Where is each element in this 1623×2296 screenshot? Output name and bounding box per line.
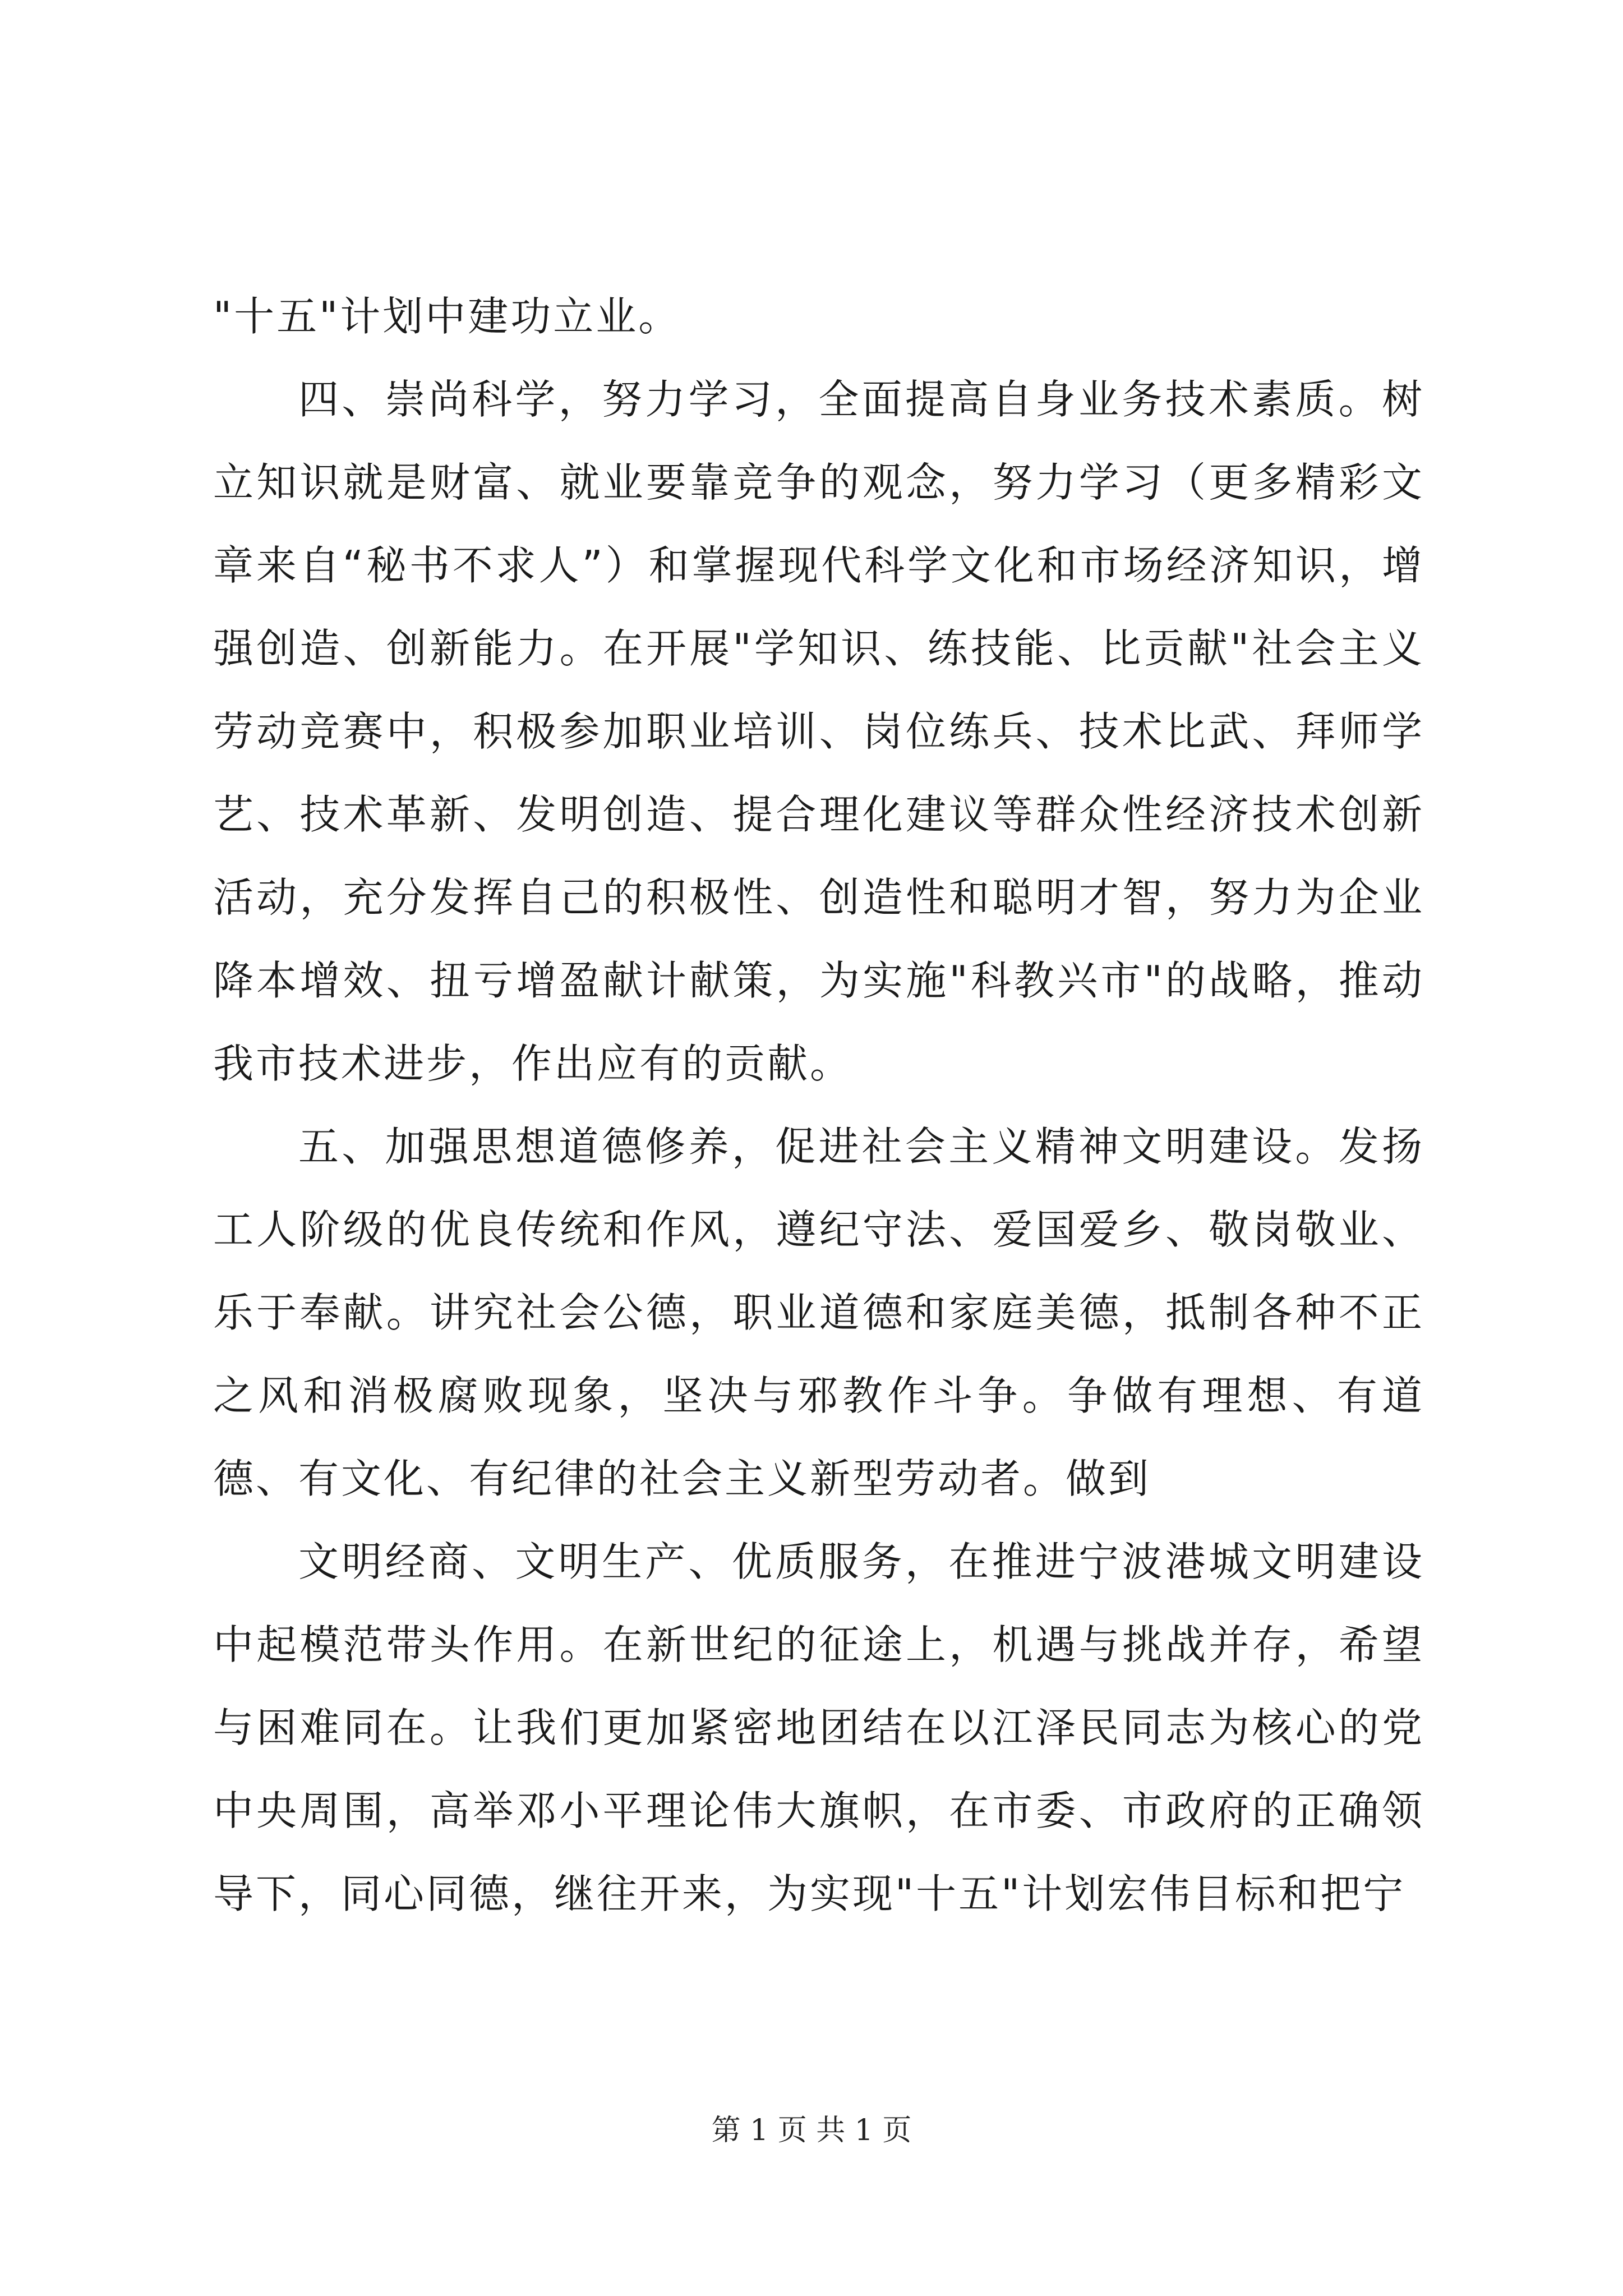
document-body bbox=[213, 275, 1424, 1935]
page-footer: 第 1 页 共 1 页 bbox=[711, 2114, 912, 2147]
paragraph-section-four: 四、崇尚科学，努力学习，全面提高自身业务技术素质。树立知识就是财富、就业要靠竞争的观念，努力学习（更多精彩文章来自“秘书不求人”）和掌握现代科学文化和市场经济知识，增强创造、创新能力。在开展"学知识、练技能、比贡献"社会主义劳动竞赛中，积极参加职业培训、岗位练兵、技术比武、拜师学艺、技术革新、发明创造、提合理化建议等群众性经济技术创新活动，充分发挥自己的积极性、创造性和聪明才智，努力为企业降本增效、扭亏增盈献计献策，为实施"科教兴市"的战略，推动我市技术进步，作出应有的贡献。 bbox=[213, 376, 1424, 1087]
paragraph-closing: 文明经商、文明生产、优质服务，在推进宁波港城文明建设中起模范带头作用。在新世纪的征途上，机遇与挑战并存，希望与困难同在。让我们更加紧密地团结在以江泽民同志为核心的党中央周围，高举邓小平理论伟大旗帜，在市委、市政府的正确领导下，同心同德，继往开来，为实现"十五"计划宏伟目标和把宁 bbox=[213, 1538, 1424, 1917]
paragraph-continuation: "十五"计划中建功立业。 bbox=[213, 293, 681, 340]
paragraph-section-five: 五、加强思想道德修养，促进社会主义精神文明建设。发扬工人阶级的优良传统和作风，遵纪守法、爱国爱乡、敬岗敬业、乐于奉献。讲究社会公德，职业道德和家庭美德，抵制各种不正之风和消极腐败现象，坚决与邪教作斗争。争做有理想、有道德、有文化、有纪律的社会主义新型劳动者。做到 bbox=[213, 1123, 1424, 1502]
